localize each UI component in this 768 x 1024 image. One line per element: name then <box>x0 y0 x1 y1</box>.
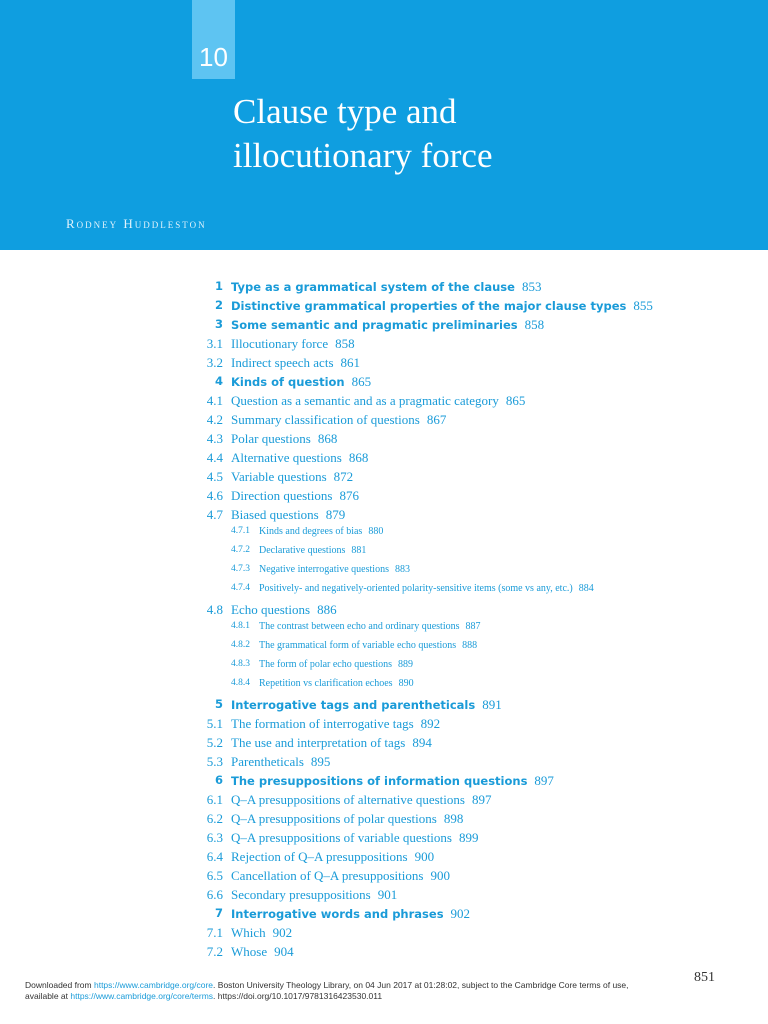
toc-entry-title-text: Secondary presuppositions <box>231 887 371 902</box>
toc-entry-title-text: The use and interpretation of tags <box>231 735 406 750</box>
toc-entry-title-text: Biased questions <box>231 507 319 522</box>
toc-entry-page: 868 <box>317 431 338 446</box>
toc-entry-title <box>259 583 594 594</box>
toc-entry-number: 4.7 <box>206 507 223 522</box>
toc-entry-title-text: Whose <box>231 944 268 959</box>
toc-entry-number: 6 <box>214 773 223 787</box>
toc-entry-number: 7.1 <box>206 925 223 940</box>
toc-entry-title-text: Interrogative tags and parentheticals <box>231 698 476 712</box>
toc-entry-title <box>259 621 481 632</box>
toc-entry-page: 897 <box>534 773 554 788</box>
toc-entry-page: 902 <box>450 906 471 921</box>
toc-entry-number: 4.1 <box>206 393 223 408</box>
toc-entry-title <box>231 412 446 428</box>
toc-entry-number: 3 <box>214 317 223 331</box>
toc-entry-page: 868 <box>348 450 369 465</box>
toc-entry-page: 865 <box>351 374 372 389</box>
toc-entry-title <box>231 602 337 618</box>
toc-entry-title <box>231 830 478 846</box>
toc-entry-page: 902 <box>272 925 293 940</box>
toc-entry-title <box>259 545 366 556</box>
toc-entry-title-text: Question as a semantic and as a pragmatic category <box>231 393 499 408</box>
toc-entry-page: 879 <box>325 507 346 522</box>
toc-entry-page: 853 <box>521 279 542 294</box>
toc-entry-number: 4.8 <box>206 602 223 617</box>
toc-entry-page: 880 <box>368 526 384 537</box>
chapter-banner <box>0 0 768 250</box>
toc-entry-title-text: Summary classification of questions <box>231 412 420 427</box>
toc-entry-title <box>259 526 383 537</box>
toc-entry-page: 861 <box>340 355 361 370</box>
toc-entry-number: 5.2 <box>206 735 223 750</box>
toc-entry-title-text: Negative interrogative questions <box>259 564 389 575</box>
toc-entry-number: 6.6 <box>206 887 223 902</box>
toc-entry-title-text: Rejection of Q–A presuppositions <box>231 849 408 864</box>
toc-entry-page: 872 <box>333 469 354 484</box>
toc-entry-title-text: Q–A presuppositions of polar questions <box>231 811 437 826</box>
toc-entry-number: 4.7.2 <box>231 545 250 555</box>
toc-entry-title-text: Q–A presuppositions of alternative questions <box>231 792 465 807</box>
toc-entry-title <box>231 431 337 447</box>
toc-entry-title-text: Distinctive grammatical properties of the major clause types <box>231 299 627 313</box>
toc-entry-page: 892 <box>420 716 441 731</box>
toc-entry-title-text: Type as a grammatical system of the clause <box>231 280 515 294</box>
toc-entry-number: 7.2 <box>206 944 223 959</box>
toc-entry-number: 4.8.4 <box>231 678 250 688</box>
toc-entry-title <box>259 659 413 670</box>
toc-entry-title <box>231 279 541 295</box>
toc-entry-title <box>231 469 353 485</box>
toc-entry-number: 1 <box>214 279 223 293</box>
chapter-number: 10 <box>199 42 228 72</box>
toc-entry-title-text: The grammatical form of variable echo questions <box>259 640 457 651</box>
toc-entry-title <box>231 488 359 504</box>
toc-entry-title <box>231 754 330 770</box>
cambridge-core-link[interactable]: https://www.cambridge.org/core <box>93 980 214 990</box>
toc-entry-number: 6.5 <box>206 868 223 883</box>
download-notice-line-2: available at https://www.cambridge.org/core/terms. https://doi.org/10.1017/9781316423530.011 <box>25 991 383 1001</box>
toc-entry-title <box>231 887 397 903</box>
toc-entry-number: 4 <box>214 374 223 388</box>
toc-entry-title <box>231 355 360 371</box>
toc-entry-title-text: Direction questions <box>231 488 333 503</box>
toc-entry-number: 4.3 <box>206 431 223 446</box>
toc-entry-page: 865 <box>505 393 526 408</box>
toc-entry-number: 6.3 <box>206 830 223 845</box>
toc-entry-title-text: The contrast between echo and ordinary questions <box>259 621 460 632</box>
toc-entry-title-text: Interrogative words and phrases <box>231 907 444 921</box>
toc-entry-title-text: Which <box>231 925 266 940</box>
toc-entry-title-text: Repetition vs clarification echoes <box>259 678 393 689</box>
toc-entry-title <box>231 374 371 390</box>
toc-entry-title-text: Illocutionary force <box>231 336 329 351</box>
toc-entry-title-text: Indirect speech acts <box>231 355 334 370</box>
toc-entry-title <box>231 507 345 523</box>
chapter-author: Rodney Huddleston <box>66 216 207 231</box>
toc-entry-title <box>231 735 432 751</box>
download-notice <box>25 980 725 1002</box>
toc-entry-title <box>259 640 477 651</box>
toc-entry-title-text: Kinds of question <box>231 375 345 389</box>
toc-entry-title <box>231 773 554 789</box>
toc-entry-number: 4.6 <box>206 488 223 503</box>
toc-entry-title <box>231 944 294 960</box>
toc-entry-number: 4.2 <box>206 412 223 427</box>
toc-entry-title-text: The form of polar echo questions <box>259 659 393 670</box>
toc-entry-number: 4.7.3 <box>231 564 250 574</box>
toc-entry-title-text: The formation of interrogative tags <box>231 716 414 731</box>
toc-entry-title-text: Alternative questions <box>231 450 342 465</box>
toc-entry-title <box>231 906 470 922</box>
toc-entry-number: 4.8.3 <box>231 659 250 669</box>
toc-entry-number: 6.4 <box>206 849 223 864</box>
toc-entry-title <box>231 716 440 732</box>
toc-entry-title <box>231 450 368 466</box>
toc-entry-title-text: Some semantic and pragmatic preliminaries <box>231 318 518 332</box>
toc-entry-number: 3.2 <box>206 355 223 370</box>
toc-entry-number: 2 <box>214 298 223 312</box>
toc-entry-title <box>259 564 410 575</box>
toc-entry-page: 904 <box>274 944 294 959</box>
toc-entry-title-text: Polar questions <box>231 431 311 446</box>
toc-entry-title <box>231 298 653 314</box>
toc-entry-number: 6.1 <box>206 792 223 807</box>
toc-entry-number: 4.8.2 <box>231 640 250 650</box>
toc-entry-title <box>231 849 434 865</box>
toc-entry-title <box>231 697 502 713</box>
toc-entry-page: 883 <box>394 564 410 575</box>
toc-entry-number: 4.5 <box>206 469 223 484</box>
toc-entry-title <box>231 925 292 941</box>
toc-entry-page: 900 <box>430 868 450 883</box>
toc-entry-title <box>259 678 414 689</box>
toc-entry-page: 889 <box>398 659 414 670</box>
toc-entry-title <box>231 868 450 884</box>
toc-entry-title <box>231 336 355 352</box>
toc-entry-number: 4.7.1 <box>231 526 250 536</box>
toc-entry-page: 897 <box>471 792 492 807</box>
toc-entry-page: 894 <box>412 735 432 750</box>
toc-entry-title-text: The presuppositions of information questions <box>231 774 528 788</box>
toc-entry-title <box>231 811 463 827</box>
toc-entry-number: 4.7.4 <box>231 583 250 593</box>
toc-entry-title-text: Variable questions <box>231 469 327 484</box>
toc-entry-title-text: Q–A presuppositions of variable questions <box>231 830 452 845</box>
toc-entry-page: 895 <box>310 754 331 769</box>
toc-entry-number: 5.3 <box>206 754 223 769</box>
toc-entry-title-text: Kinds and degrees of bias <box>259 526 363 537</box>
toc-entry-number: 4.8.1 <box>231 621 250 631</box>
chapter-title <box>233 90 753 178</box>
toc-entry-page: 901 <box>377 887 398 902</box>
toc-entry-page: 858 <box>524 317 545 332</box>
toc-entry-page: 886 <box>317 602 337 617</box>
toc-entry-page: 899 <box>458 830 479 845</box>
toc-entry-page: 900 <box>414 849 435 864</box>
toc-entry-title-text: Declarative questions <box>259 545 346 556</box>
toc-entry-title <box>231 792 491 808</box>
toc-entry-page: 891 <box>482 697 502 712</box>
toc-entry-number: 5 <box>214 697 223 711</box>
toc-entry-page: 876 <box>339 488 359 503</box>
toc-entry-page: 884 <box>578 583 594 594</box>
page-number: 851 <box>694 970 715 985</box>
cambridge-terms-link[interactable]: https://www.cambridge.org/core/terms <box>70 991 214 1001</box>
toc-entry-number: 7 <box>214 906 223 920</box>
download-notice-line-1: Downloaded from https://www.cambridge.org/core. Boston University Theology Library, on 04 Jun 2017 at 01:28:02, subject to the Cambridge Core terms of use, <box>25 980 629 990</box>
toc-entry-page: 890 <box>398 678 414 689</box>
chapter-number-tab <box>192 0 235 79</box>
toc-entry-title-text: Positively- and negatively-oriented polarity-sensitive items (some vs any, etc.) <box>259 583 573 594</box>
toc-entry-title <box>231 317 544 333</box>
chapter-title-line-2: illocutionary force <box>233 136 493 175</box>
toc-entry-number: 3.1 <box>206 336 223 351</box>
toc-entry-page: 858 <box>335 336 355 351</box>
toc-entry-page: 881 <box>351 545 367 556</box>
toc-entry-page: 898 <box>443 811 464 826</box>
chapter-title-line-1: Clause type and <box>233 92 457 131</box>
toc-entry-title <box>231 393 525 409</box>
toc-entry-title-text: Parentheticals <box>231 754 304 769</box>
toc-entry-number: 6.2 <box>206 811 223 826</box>
toc-entry-page: 887 <box>465 621 481 632</box>
toc-entry-title-text: Cancellation of Q–A presuppositions <box>231 868 424 883</box>
toc-entry-page: 867 <box>426 412 447 427</box>
toc-entry-number: 4.4 <box>206 450 223 465</box>
toc-entry-title-text: Echo questions <box>231 602 311 617</box>
toc-entry-page: 888 <box>462 640 478 651</box>
toc-entry-page: 855 <box>633 298 653 313</box>
toc-entry-number: 5.1 <box>206 716 223 731</box>
